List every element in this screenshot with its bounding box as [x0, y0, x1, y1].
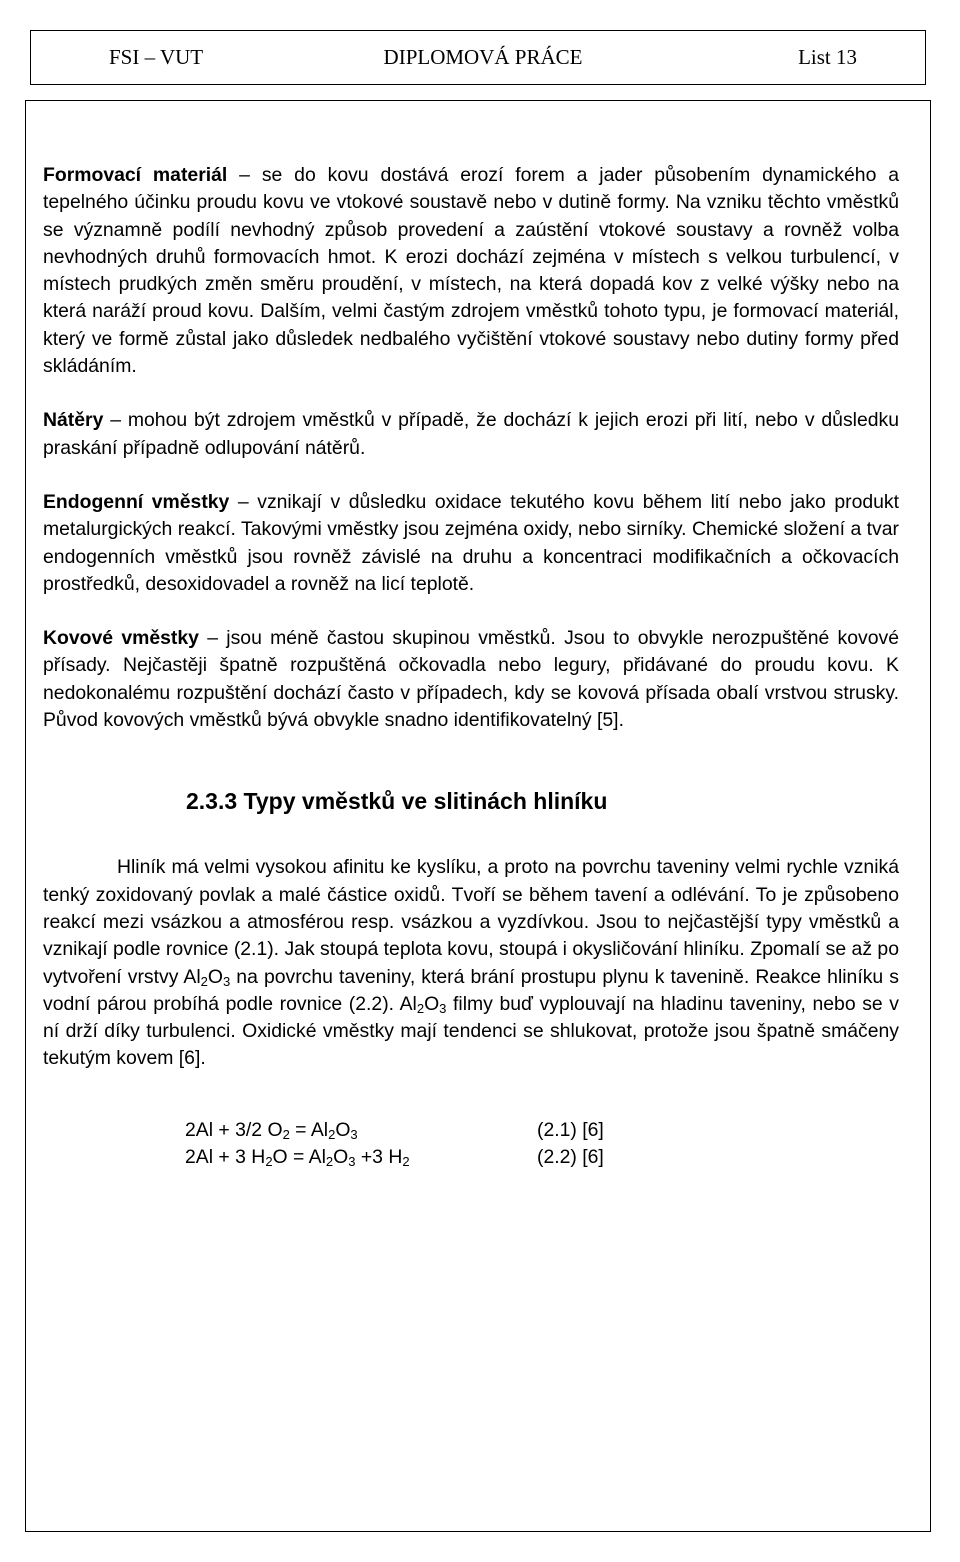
subscript: 2 — [402, 1153, 410, 1169]
equations — [185, 1117, 899, 1171]
page-header — [30, 30, 926, 85]
header-document-type: DIPLOMOVÁ PRÁCE — [383, 45, 583, 69]
subscript: 2 — [265, 1153, 273, 1169]
paragraph-natery — [43, 407, 899, 462]
eq-text: O — [333, 1145, 349, 1168]
eq-text: O — [335, 1118, 351, 1141]
subscript: 3 — [350, 1126, 358, 1142]
subscript: 3 — [222, 973, 231, 989]
paragraph-formovaci-material — [43, 162, 899, 380]
paragraph-kovove-vmestky — [43, 625, 899, 734]
paragraph-text: – mohou být zdrojem vměstků v případě, že dochází k jejich erozi při lití, nebo v důsledku praskání případně odlupování nátěrů. — [43, 409, 899, 459]
term-natery: Nátěry — [43, 409, 104, 432]
document-body — [43, 162, 899, 1171]
paragraph-hlinik — [43, 854, 899, 1072]
eq-text: 2Al + 3 H — [185, 1145, 266, 1168]
paragraph-text: – jsou méně častou skupinou vměstků. Jsou to obvykle nerozpuštěné kovové přísady. Nejčastěji špatně rozpuštěná očkovadla nebo legury, přidávané do proudu kovu. K nedokonalému rozpuštění dochází často v případech, kdy se kovová přísada obalí vrstvou strusky. Původ kovových vměstků bývá obvykle snadno identifikovatelný [5]. — [43, 627, 899, 732]
equation-expression — [185, 1144, 537, 1171]
term-formovaci-material: Formovací materiál — [43, 164, 228, 186]
equation-expression — [185, 1117, 537, 1144]
eq-text: 2Al + 3/2 O — [185, 1118, 283, 1141]
subscript: 2 — [282, 1126, 290, 1142]
paragraph-text: – se do kovu dostává erozí forem a jader působením dynamického a tepelného účinku proudu kovu ve vtokové soustavě nebo v dutině formy. Na vzniku těchto vměstků se významně podílí nevhodný způsob provedení a zaústění vtokové soustavy a rovněž volba nevhodných druhů formovacích hmot. K erozi dochází zejména v místech s velkou turbulencí, v místech prudkých změn směru proudění, v místech, na která dopadá kov z velké výšky nebo na která naráží proud kovu. Dalším, velmi častým zdrojem vměstků tohoto typu, je formovací materiál, který ve formě zůstal jako důsledek nedbalého vyčištění vtokové soustavy nebo dutiny formy před skládáním. — [43, 164, 900, 378]
paragraph-text: Hliník má velmi vysokou afinitu ke kyslíku, a proto na povrchu taveniny velmi rychle vzniká tenký zoxidovaný povlak a malé částice oxidů. Tvoří se během tavení a odlévání. To je způsobeno reakcí mezi vsázkou a atmosférou resp. vsázkou a vyzdívkou. Jsou to nejčastější typy vměstků a vznikají podle rovnice (2.1). Jak stoupá teplota kovu, stoupá i okysličování hliníku. Zpomalí se až po vytvoření vrstvy Al — [43, 856, 899, 988]
paragraph-text: O — [207, 965, 223, 988]
equation-2-1 — [185, 1117, 899, 1144]
subscript: 2 — [416, 1000, 425, 1016]
eq-text: O = Al — [272, 1145, 326, 1168]
equation-reference: (2.1) [6] — [537, 1118, 604, 1141]
paragraph-text: O — [424, 992, 440, 1015]
eq-text: = Al — [289, 1118, 329, 1141]
equation-reference: (2.2) [6] — [537, 1145, 604, 1168]
subscript: 2 — [328, 1126, 336, 1142]
paragraph-endogenni-vmestky — [43, 489, 899, 598]
subscript: 2 — [200, 973, 208, 989]
header-institution: FSI – VUT — [109, 45, 204, 69]
subscript: 3 — [348, 1153, 356, 1169]
subscript: 2 — [325, 1153, 334, 1169]
equation-2-2 — [185, 1144, 899, 1171]
paragraph-text: na povrchu taveniny, která brání prostupu plynu k tavenině. Reakce hliníku s vodní párou probíhá podle rovnice (2.2). Al — [43, 965, 899, 1015]
paragraph-text: – vznikají v důsledku oxidace tekutého kovu během lití nebo jako produkt metalurgických reakcí. Takovými vměstky jsou zejména oxidy, nebo sirníky. Chemické složení a tvar endogenních vměstků jsou rovněž závislé na druhu a koncentraci modifikačních a očkovacích prostředků, desoxidovadel a rovněž na licí teplotě. — [43, 490, 900, 595]
paragraph-text: filmy buď vyplouvají na hladinu taveniny, nebo se v ní drží díky turbulenci. Oxidické vměstky mají tendenci se shlukovat, protože jsou špatně smáčeny tekutým kovem [6]. — [43, 992, 900, 1070]
subscript: 3 — [439, 1000, 447, 1016]
header-page-number: List 13 — [798, 45, 857, 69]
term-kovove-vmestky: Kovové vměstky — [43, 627, 199, 650]
term-endogenni-vmestky: Endogenní vměstky — [43, 490, 230, 513]
section-heading: 2.3.3 Typy vměstků ve slitinách hliníku — [186, 788, 608, 815]
eq-text: +3 H — [355, 1145, 403, 1168]
